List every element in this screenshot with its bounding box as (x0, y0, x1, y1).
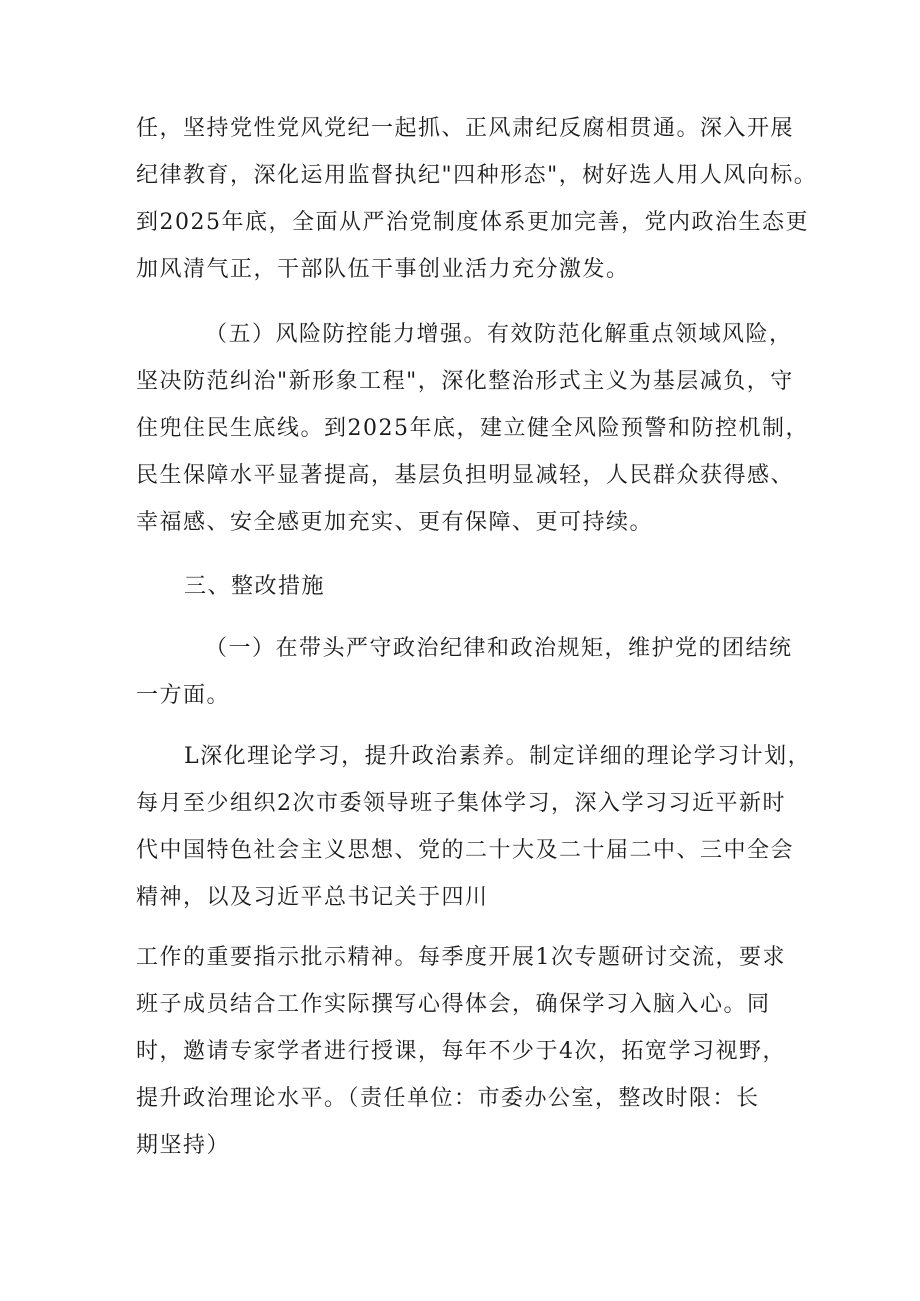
text-line-9: 幸福感、安全感更加充实、更有保障、更可持续。 (136, 510, 654, 535)
text-line-20: 提升政治理论水平。（责任单位：市委办公室，整改时限：长 (136, 1086, 760, 1111)
text-line-17: 工作的重要指示批示精神。每季度开展1次专题研讨交流，要求 (136, 945, 786, 970)
text-line-18: 班子成员结合工作实际撰写心得体会，确保学习入脑入心。同 (136, 992, 771, 1017)
text-line-2: 纪律教育，深化运用监督执纪"四种形态"，树好选人用人风向标。 (136, 163, 818, 188)
text-line-15: 代中国特色社会主义思想、党的二十大及二十届二中、三中全会 (136, 838, 795, 863)
text-line-1: 任，坚持党性党风党纪一起抓、正风肃纪反腐相贯通。深入开展 (136, 116, 795, 141)
text-line-19: 时，邀请专家学者进行授课，每年不少于4次，拓宽学习视野， (136, 1039, 786, 1064)
text-line-21: 期坚持） (136, 1133, 231, 1158)
text-line-3: 到2025年底，全面从严治党制度体系更加完善，党内政治生态更 (136, 210, 809, 235)
text-line-4: 加风清气正，干部队伍干事创业活力充分激发。 (136, 257, 630, 282)
text-line-12: 一方面。 (136, 683, 231, 708)
text-line-5: （五）风险防控能力增强。有效防范化解重点领域风险， (205, 322, 793, 347)
text-line-6: 坚决防范纠治"新形象工程"，深化整治形式主义为基层减负，守 (136, 369, 794, 394)
text-line-11: （一）在带头严守政治纪律和政治规矩，维护党的团结统 (205, 636, 793, 661)
text-line-14: 每月至少组织2次市委领导班子集体学习，深入学习习近平新时 (136, 791, 786, 816)
text-line-7: 住兜住民生底线。到2025年底，建立健全风险预警和防控机制， (136, 416, 809, 441)
section-heading: 三、整改措施 (184, 574, 326, 599)
text-line-13: L深化理论学习，提升政治素养。制定详细的理论学习计划， (184, 744, 812, 769)
text-line-8: 民生保障水平显著提高，基层负担明显减轻，人民群众获得感、 (136, 463, 795, 488)
text-line-16: 精神，以及习近平总书记关于四川 (136, 885, 489, 910)
